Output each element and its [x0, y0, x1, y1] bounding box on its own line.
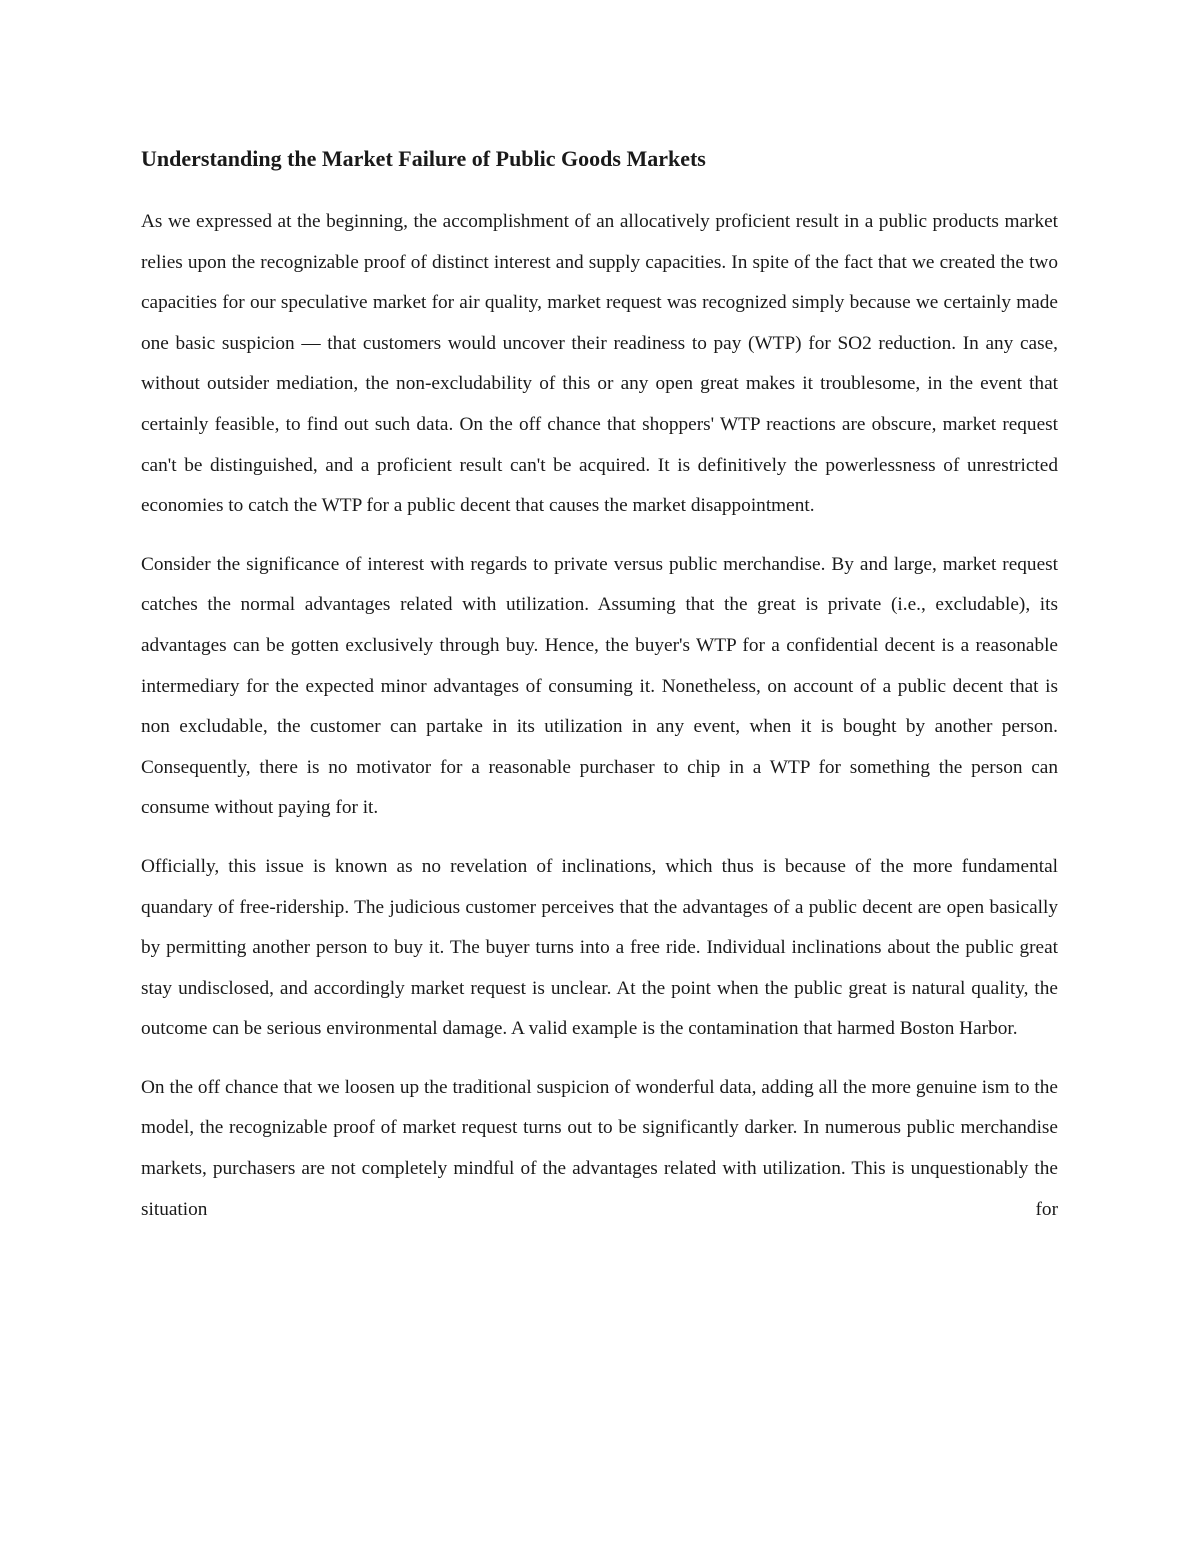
paragraph-4: On the off chance that we loosen up the traditional suspicion of wonderful data, adding all the more genuine ism to the model, the recognizable proof of market request turns out to be significantly darker. In numerous public merchandise markets, purchasers are not completely mindful of the advantages related with utilization. This is unquestionably the situation for — [141, 1076, 1058, 1220]
document-title: Understanding the Market Failure of Public Goods Markets — [141, 146, 706, 171]
paragraph-1: As we expressed at the beginning, the accomplishment of an allocatively proficient result in a public products market relies upon the recognizable proof of distinct interest and supply capacities. In spite of the fact that we created the two capacities for our speculative market for air quality, market request was recognized simply because we certainly made one basic suspicion — that customers would uncover their readiness to pay (WTP) for SO2 reduction. In any case, without outsider mediation, the non-excludability of this or any open great makes it troublesome, in the event that certainly feasible, to find out such data. On the off chance that shoppers' WTP reactions are obscure, market request can't be distinguished, and a proficient result can't be acquired. It is definitively the powerlessness of unrestricted economies to catch the WTP for a public decent that causes the market disappointment. — [141, 211, 1058, 517]
paragraph-3: Officially, this issue is known as no revelation of inclinations, which thus is because of the more fundamental quandary of free-ridership. The judicious customer perceives that the advantages of a public decent are open basically by permitting another person to buy it. The buyer turns into a free ride. Individual inclinations about the public great stay undisclosed, and accordingly market request is unclear. At the point when the public great is natural quality, the outcome can be serious environmental damage. A valid example is the contamination that harmed Boston Harbor. — [141, 855, 1058, 1040]
document-body — [141, 140, 1058, 1230]
paragraph-2: Consider the significance of interest with regards to private versus public merchandise. By and large, market request catches the normal advantages related with utilization. Assuming that the great is private (i.e., excludable), its advantages can be gotten exclusively through buy. Hence, the buyer's WTP for a confidential decent is a reasonable intermediary for the expected minor advantages of consuming it. Nonetheless, on account of a public decent that is non excludable, the customer can partake in its utilization in any event, when it is bought by another person. Consequently, there is no motivator for a reasonable purchaser to chip in a WTP for something the person can consume without paying for it. — [141, 553, 1058, 819]
